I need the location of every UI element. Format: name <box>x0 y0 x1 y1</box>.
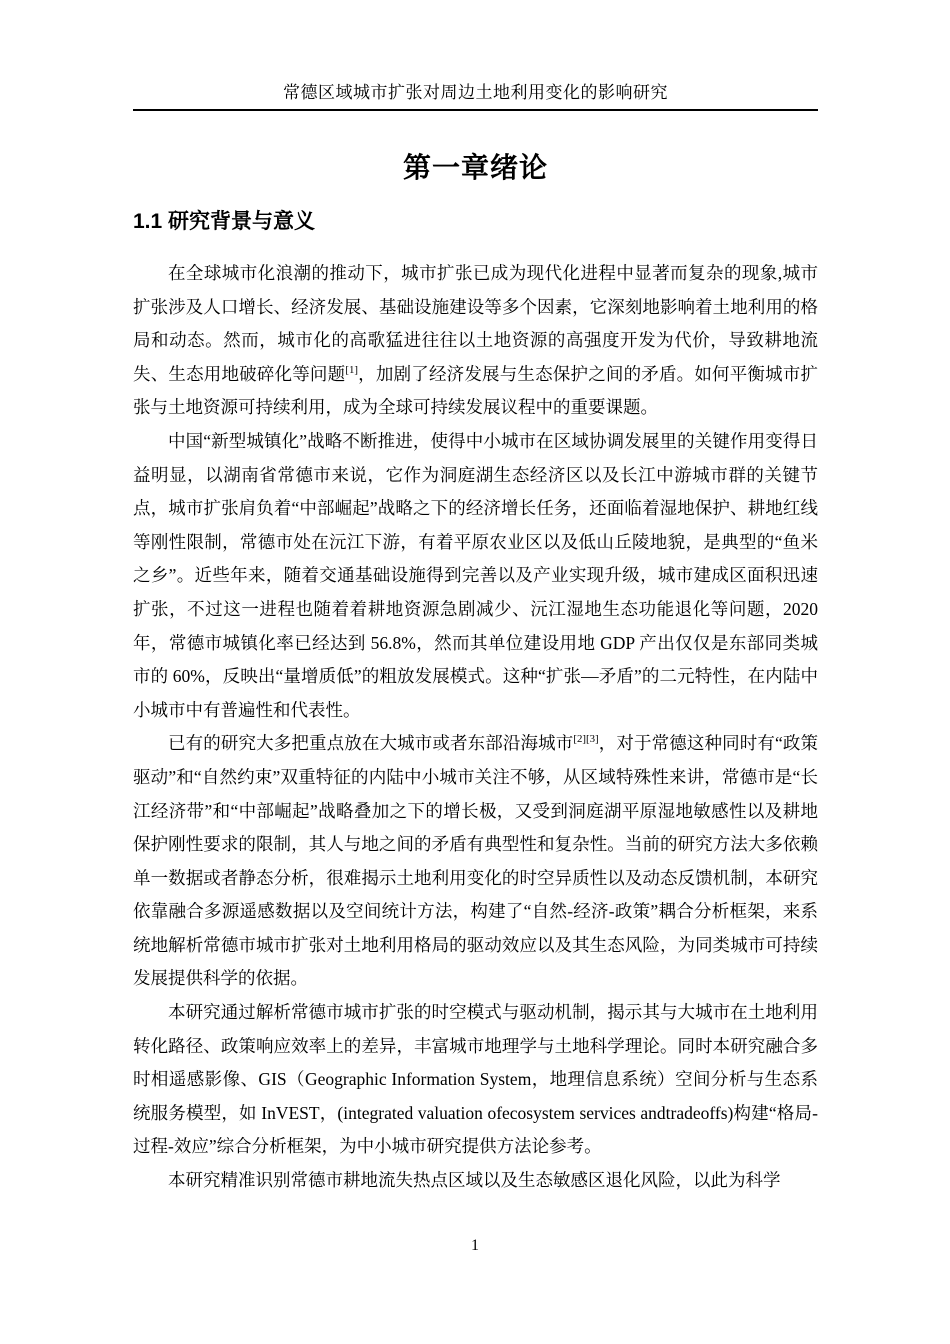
page-header <box>133 0 818 111</box>
page-footer <box>0 1236 950 1256</box>
running-head: 常德区域城市扩张对周边土地利用变化的影响研究 <box>283 83 668 102</box>
section-heading: 1.1 研究背景与意义 <box>133 210 316 233</box>
paragraph: 本研究通过解析常德市城市扩张的时空模式与驱动机制，揭示其与大城市在土地利用转化路径、政策响应效率上的差异，丰富城市地理学与土地科学理论。同时本研究融合多时相遥感影像、GIS（Geographic Information System，地理信息系统）空间分析与生态系统服务模型，如 InVEST，(integrated valuation ofecosystem services andtradeoffs)构建“格局-过程-效应”综合分析框架，为中小城市研究提供方法论参考。 <box>133 1002 818 1157</box>
chapter-title: 第一章绪论 <box>402 152 548 183</box>
page-number: 1 <box>471 1237 479 1254</box>
document-body <box>133 257 818 1198</box>
header-divider <box>133 109 818 111</box>
paragraph: 中国“新型城镇化”战略不断推进，使得中小城市在区域协调发展里的关键作用变得日益明显，以湖南省常德市来说，它作为洞庭湖生态经济区以及长江中游城市群的关键节点，城市扩张肩负着“中部崛起”战略之下的经济增长任务，还面临着湿地保护、耕地红线等刚性限制，常德市处在沅江下游，有着平原农业区以及低山丘陵地貌，是典型的“鱼米之乡”。近些年来，随着交通基础设施得到完善以及产业实现升级，城市建成区面积迅速扩张，不过这一进程也随着着耕地资源急剧减少、沅江湿地生态功能退化等问题，2020 年，常德市城镇化率已经达到 56.8%，然而其单位建设用地 GDP 产出仅仅是东部同类城市的 60%，反映出“量增质低”的粗放发展模式。这种“扩张—矛盾”的二元特性，在内陆中小城市中有普遍性和代表性。 <box>133 430 818 720</box>
citation-ref: [2][3] <box>573 733 599 746</box>
paragraph: 已有的研究大多把重点放在大城市或者东部沿海城市[2][3]，对于常德这种同时有“政策驱动”和“自然约束”双重特征的内陆中小城市关注不够，从区域特殊性来讲，常德市是“长江经济带”和“中部崛起”战略叠加之下的增长极，又受到洞庭湖平原湿地敏感性以及耕地保护刚性要求的限制，其人与地之间的矛盾有典型性和复杂性。当前的研究方法大多依赖单一数据或者静态分析，很难揭示土地利用变化的时空异质性以及动态反馈机制，本研究依靠融合多源遥感数据以及空间统计方法，构建了“自然-经济-政策”耦合分析框架，来系统地解析常德市城市扩张对土地利用格局的驱动效应以及其生态风险，为同类城市可持续发展提供科学的依据。 <box>133 733 818 989</box>
citation-ref: [1] <box>345 363 358 376</box>
paragraph: 本研究精准识别常德市耕地流失热点区域以及生态敏感区退化风险，以此为科学 <box>168 1170 781 1191</box>
paragraph: 在全球城市化浪潮的推动下，城市扩张已成为现代化进程中显著而复杂的现象,城市扩张涉及人口增长、经济发展、基础设施建设等多个因素，它深刻地影响着土地利用的格局和动态。然而，城市化的高歌猛进往往以土地资源的高强度开发为代价，导致耕地流失、生态用地破碎化等问题[1]，加剧了经济发展与生态保护之间的矛盾。如何平衡城市扩张与土地资源可持续利用，成为全球可持续发展议程中的重要课题。 <box>133 263 819 418</box>
